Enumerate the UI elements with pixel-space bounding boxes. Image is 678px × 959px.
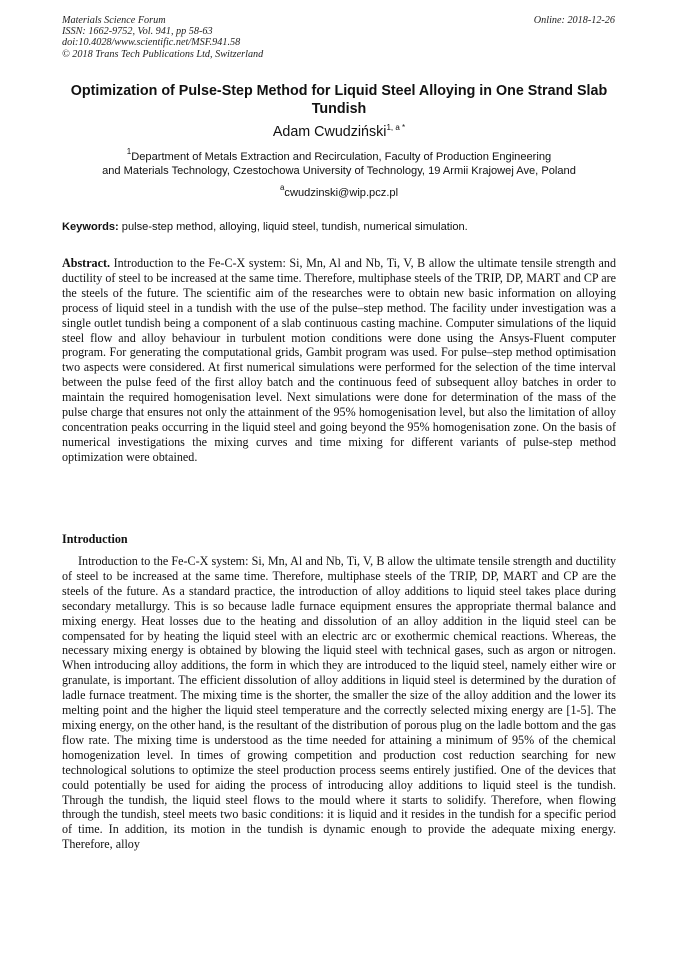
author-name: Adam Cwudziński [272,124,387,140]
section-heading-introduction: Introduction [62,532,128,546]
affiliation [62,147,616,178]
author-line [62,123,616,141]
affiliation-line-1 [62,147,616,164]
email-address: cwudzinski@wip.pcz.pl [284,187,399,199]
keywords [62,220,616,234]
publication-info [62,15,263,60]
abstract-text: Introduction to the Fe-C-X system: Si, Mn, Al and Nb, Ti, V, B allow the ultimate tensile strength and ductility of steel to be increased at the same time. Therefore, multiphase steels of the TRIP, DP, MART and CP are the steels of the future. The scientific aim of the researches were to obtain new basic information on alloying process of liquid steel in a tundish with the use of the pulse–step method. The facility under investigation was a single outlet tundish being a component of a slab continuous casting machine. Computer simulations of the liquid steel flow and alloy behaviour in turbulent motion conditions were done using the Ansys-Fluent computer program. For generating the computational grids, Gambit program was used. For pulse–step method optimisation two aspects were considered. At first numerical simulations were performed for the selection of the time interval between the pulse feed of the first alloy batch and the continuous feed of subsequent alloy batches in order to maintain the required homogenisation level. Next simulations were done for determination of the mass of the pulse charge that ensures not only the attainment of the 95% homogenisation level, but also the limitation of alloy concentration peaks occurring in the liquid steel and going beyond the 95% homogenisation zone. On the basis of numerical investigations the mixing curves and time mixing for different variants of pulse-step method optimization were obtained. [62,256,616,464]
keywords-label: Keywords: [62,221,119,233]
abstract-label: Abstract. [62,256,111,270]
issn-line: ISSN: 1662-9752, Vol. 941, pp 58-63 [62,26,213,38]
affiliation-superscript: 1 [126,147,132,156]
author-email [62,183,616,200]
online-date: Online: 2018-12-26 [533,15,615,26]
introduction-text: Introduction to the Fe-C-X system: Si, Mn, Al and Nb, Ti, V, B allow the ultimate tensile strength and ductility of steel to be increased at the same time. Therefore, multiphase steels of the TRIP, DP, MART and CP are the steels of the future. As a standard practice, the introduction of alloy additions to liquid steel takes place during secondary metallurgy. This is so because ladle furnace equipment ensures the appropriate thermal balance and mixing energy. Heat losses due to the heating and dissolution of an alloy addition in the liquid steel can be compensated for by heating the liquid steel with an electric arc or exothermic chemical reactions. Whereas, the necessary mixing energy is obtained by blowing the liquid steel with technical gases, such as argon or nitrogen. When introducing alloy additions, the form in which they are introduced to the liquid steel, namely either wire or granulate, is important. The efficient dissolution of alloy additions in liquid steel is determined by the duration of ladle furnace treatment. The mixing time is the shorter, the smaller the size of the alloy addition and the lower its melting point and the higher the liquid steel temperature and the correctly selected mixing energy are [1-5]. The mixing energy, on the other hand, is the resultant of the distribution of porous plug on the ladle bottom and the gas flow rate. The mixing time is understood as the time needed for attaining a minimum of 95% of the chemical homogenization level. In times of growing competition and production cost reduction searching for new technological solutions to optimize the steel production process seems entirely justified. One of the devices that could potentially be used for aiding the process of introducing alloy additions to liquid steel is the tundish. Through the tundish, the liquid steel flows to the mould where it starts to solidify. Therefore, when flowing through the tundish, steel meets two basic conditions: it is liquid and it resides in the tundish for a specific period of time. In addition, its motion in the tundish is dynamic enough to provide the adequate mixing energy. Therefore, alloy [62,554,616,852]
keywords-text: pulse-step method, alloying, liquid steel, tundish, numerical simulation. [118,221,468,233]
journal-name: Materials Science Forum [62,15,166,26]
affiliation-text-1: Department of Metals Extraction and Recirculation, Faculty of Production Engineering [131,151,552,163]
copyright-line: © 2018 Trans Tech Publications Ltd, Switzerland [62,48,264,60]
email-superscript: a [279,183,285,192]
paper-title: Optimization of Pulse-Step Method for Liquid Steel Alloying in One Strand Slab Tundish [70,83,608,117]
affiliation-line-2: and Materials Technology, Czestochowa University of Technology, 19 Armii Krajowej Ave, Poland [102,165,576,177]
doi-line: doi:10.4028/www.scientific.net/MSF.941.58 [62,37,241,49]
author-superscript: 1, a * [386,123,406,132]
abstract [62,256,616,465]
